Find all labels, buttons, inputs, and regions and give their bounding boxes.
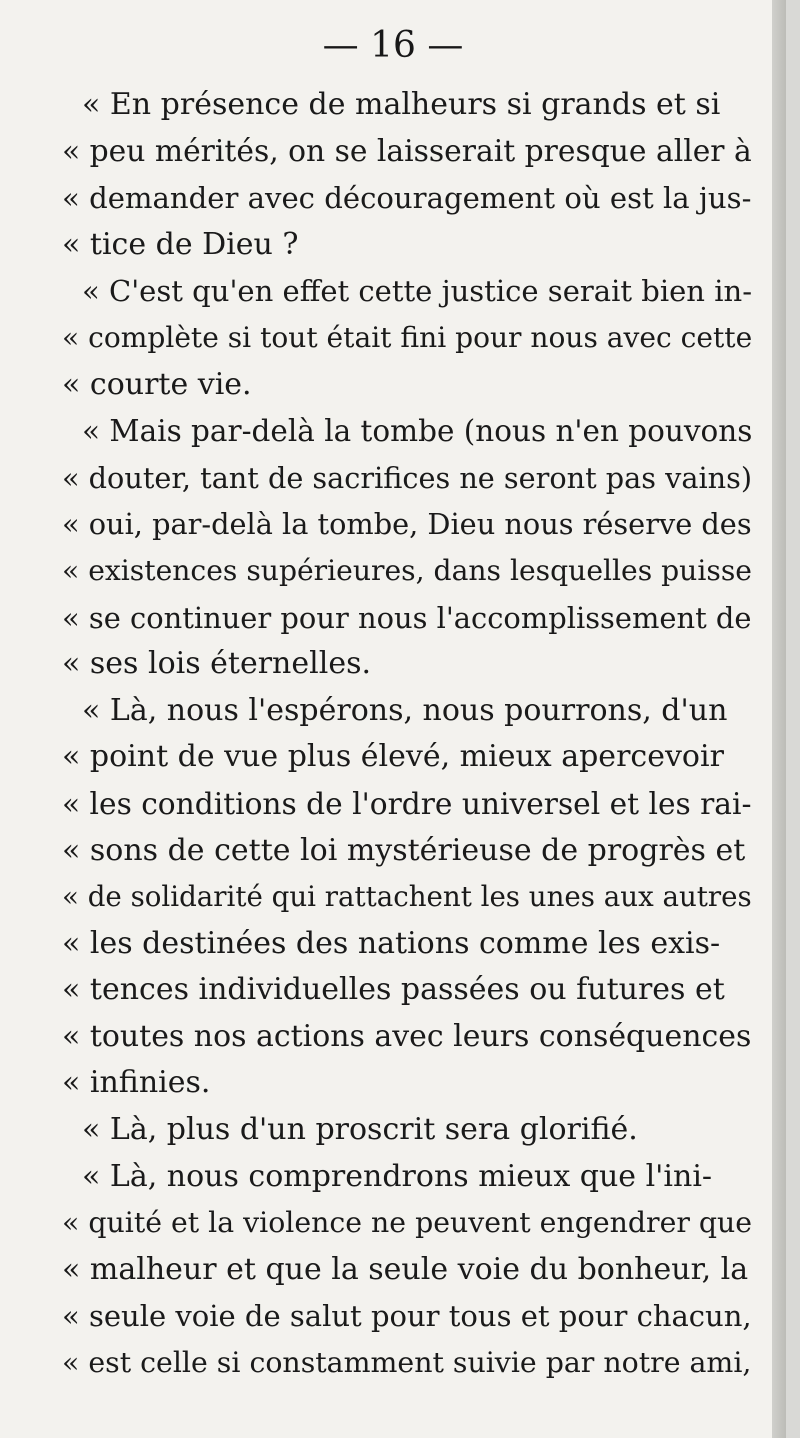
text-line: « existences supérieures, dans lesquelles puisse (62, 553, 752, 587)
page-edge (772, 0, 786, 1438)
text-line: « Mais par-delà la tombe (nous n'en pouvons (82, 414, 752, 449)
body-text (62, 82, 752, 1387)
text-line: « Là, nous comprendrons mieux que l'ini- (82, 1158, 713, 1194)
text-line: « est celle si constamment suivie par notre ami, (62, 1346, 752, 1380)
text-line: « courte vie. (62, 366, 252, 402)
text-line: « peu mérités, on se laisserait presque aller à (62, 133, 752, 169)
text-line: « demander avec découragement où est la jus- (62, 181, 752, 216)
text-line: « ses lois éternelles. (62, 646, 372, 682)
text-line: « les destinées des nations comme les exis- (62, 925, 721, 961)
text-line: « C'est qu'en effet cette justice serait bien in- (82, 274, 752, 309)
text-line: « tice de Dieu ? (62, 226, 299, 262)
text-line: « seule voie de salut pour tous et pour chacun, (62, 1299, 752, 1334)
text-line: « les conditions de l'ordre universel et les rai- (62, 785, 752, 821)
text-line: « point de vue plus élevé, mieux apercevoir (62, 739, 724, 775)
text-line: « complète si tout était fini pour nous avec cette (62, 320, 752, 354)
text-line: « Là, plus d'un proscrit sera glorifié. (82, 1112, 638, 1148)
text-line: « Là, nous l'espérons, nous pourrons, d'un (82, 692, 728, 728)
text-line: « tences individuelles passées ou futures et (62, 972, 725, 1008)
text-line: « oui, par-delà la tombe, Dieu nous réserve des (62, 507, 752, 542)
text-line: « douter, tant de sacrifices ne seront pas vains) (62, 460, 752, 495)
text-line: « infinies. (62, 1065, 211, 1101)
text-line: « En présence de malheurs si grands et si (82, 87, 721, 122)
page-number: — 16 — (322, 25, 464, 66)
text-line: « toutes nos actions avec leurs conséquences (62, 1018, 752, 1054)
text-line: « quité et la violence ne peuvent engendrer que (62, 1206, 752, 1240)
text-line: « se continuer pour nous l'accomplissement de (62, 600, 752, 635)
text-line: « malheur et que la seule voie du bonheur, la (62, 1251, 749, 1287)
text-line: « sons de cette loi mystérieuse de progrès et (62, 832, 746, 868)
text-line: « de solidarité qui rattachent les unes aux autres (62, 880, 752, 914)
